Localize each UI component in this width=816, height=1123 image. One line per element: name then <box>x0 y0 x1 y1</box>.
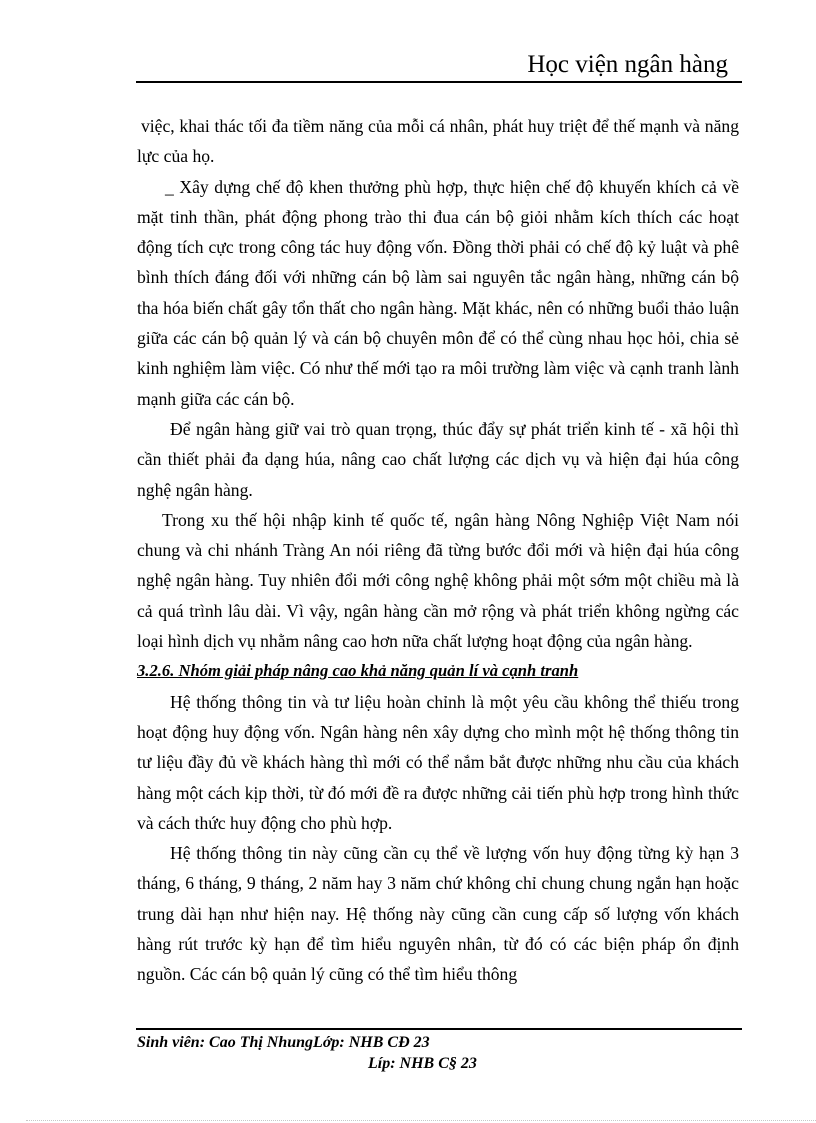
page-header-title: Học viện ngân hàng <box>527 51 728 78</box>
footer-divider <box>136 1028 742 1030</box>
paragraph-6: Hệ thống thông tin này cũng cần cụ thể về lượng vốn huy động từng kỳ hạn 3 tháng, 6 tháng, 9 tháng, 2 năm hay 3 năm chứ không chỉ chung chung ngắn hạn hoặc trung dài hạn như hiện nay. Hệ thống này cũng cần cung cấp số lượng vốn khách hàng rút trước kỳ hạn để tìm hiểu nguyên nhân, từ đó có các biện pháp ổn định nguồn. Các cán bộ quản lý cũng có thể tìm hiểu thông <box>137 843 739 985</box>
paragraph-1: việc, khai thác tối đa tiềm năng của mỗi cá nhân, phát huy triệt để thế mạnh và năng lực của họ. <box>137 116 739 167</box>
section-heading: 3.2.6. Nhóm giải pháp nâng cao khả năng quản lí và cạnh tranh <box>137 661 579 681</box>
footer-class-info: Líp: NHB C§ 23 <box>368 1055 477 1072</box>
paragraph-3: Để ngân hàng giữ vai trò quan trọng, thúc đẩy sự phát triển kinh tế - xã hội thì cần thiết phải đa dạng húa, nâng cao chất lượng các dịch vụ và hiện đại húa công nghệ ngân hàng. <box>137 418 739 500</box>
footer-student-info: Sinh viên: Cao Thị NhungLớp: NHB CĐ 23 <box>137 1034 430 1051</box>
document-body <box>137 111 739 990</box>
page-bottom-edge <box>26 1120 816 1121</box>
paragraph-5: Hệ thống thông tin và tư liệu hoàn chỉnh là một yêu cầu không thể thiếu trong hoạt động huy động vốn. Ngân hàng nên xây dựng cho mình một hệ thống thông tin tư liệu đầy đủ về khách hàng thì mới có thể nắm bắt được những nhu cầu của khách hàng một cách kịp thời, từ đó mới đề ra được những cải tiến phù hợp trong hình thức và cách thức huy động cho phù hợp. <box>137 691 739 833</box>
paragraph-4: Trong xu thế hội nhập kinh tế quốc tế, ngân hàng Nông Nghiệp Việt Nam nói chung và chi nhánh Tràng An nói riêng đã từng bước đổi mới và hiện đại húa công nghệ ngân hàng. Tuy nhiên đổi mới công nghệ không phải một sớm một chiều mà là cả quá trình lâu dài. Vì vậy, ngân hàng cần mở rộng và phát triển không ngừng các loại hình dịch vụ nhằm nâng cao hơn nữa chất lượng hoạt động của ngân hàng. <box>137 509 739 652</box>
paragraph-2: _ Xây dựng chế độ khen thưởng phù hợp, thực hiện chế độ khuyến khích cả về mặt tinh thần, phát động phong trào thi đua cán bộ giỏi nhằm kích thích các hoạt động tích cực trong công tác huy động vốn. Đồng thời phải có chế độ kỷ luật và phê bình thích đáng đối với những cán bộ làm sai nguyên tắc ngân hàng, những cán bộ tha hóa biến chất gây tổn thất cho ngân hàng. Mặt khác, nên có những buổi thảo luận giữa các cán bộ quản lý và cán bộ chuyên môn để có thể cùng nhau học hỏi, chia sẻ kinh nghiệm làm việc. Có như thế mới tạo ra môi trường làm việc và cạnh tranh lành mạnh giữa các cán bộ. <box>137 176 739 409</box>
header-divider <box>136 81 742 83</box>
